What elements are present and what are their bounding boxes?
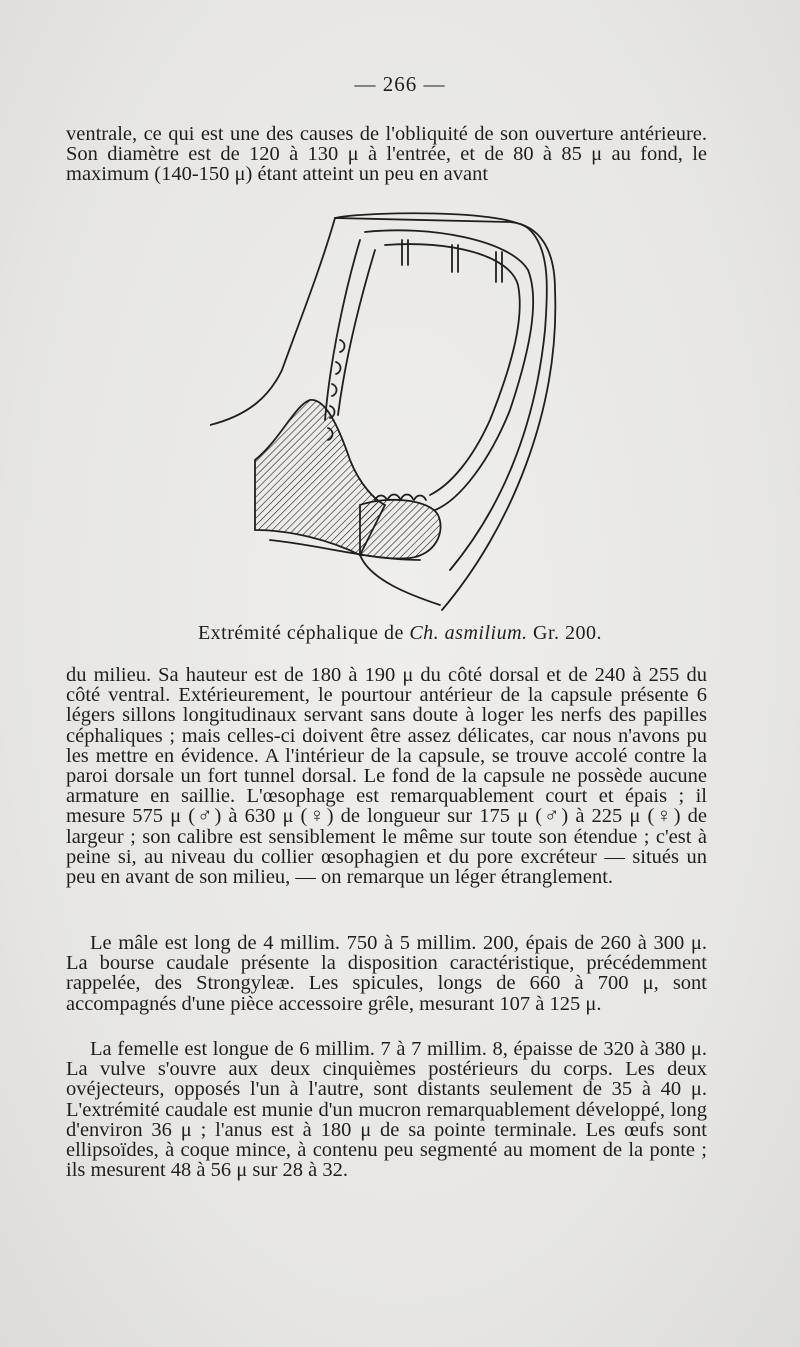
figure-caption	[0, 622, 800, 645]
caption-suffix: Gr. 200.	[533, 622, 603, 644]
nodule-3	[332, 384, 337, 396]
paragraph-top: ventrale, ce qui est une des causes de l'obliquité de son ouverture antérieure. Son diamètre est de 120 à 130 μ à l'entrée, et de 80 à 85 μ au fond, le maximum (140-150 μ) étant atteint un peu en avant	[66, 123, 707, 186]
paragraph-male: Le mâle est long de 4 millim. 750 à 5 millim. 200, épais de 260 à 300 μ. La bourse caudale présente la disposition caractéristique, précédemment rappelée, des Strongyleæ. Les spicules, longs de 660 à 700 μ, sont accompagnés d'une pièce accessoire grêle, mesurant 107 à 125 μ.	[66, 932, 707, 1015]
capsule-dorsal-wall-line	[325, 240, 360, 420]
bead-3	[401, 495, 413, 500]
caption-prefix: Extrémité céphalique de	[197, 622, 404, 644]
bead-4	[414, 496, 426, 501]
caption-species: Ch. asmilium.	[409, 622, 528, 644]
paragraph-body: du milieu. Sa hauteur est de 180 à 190 μ du côté dorsal et de 240 à 255 du côté ventral. Extérieurement, le pourtour antérieur de la capsule présente 6 légers sillons longitudinaux servant sans doute à loger les nerfs des papilles céphaliques ; mais celles-ci doivent être assez délicates, car nous n'avons pu les mettre en évidence. A l'intérieur de la capsule, se trouve accolé contre la paroi dorsale un fort tunnel dorsal. Le fond de la capsule ne possède aucune armature en saillie. L'œsophage est remarquablement court et épais ; il mesure 575 μ (♂) à 630 μ (♀) de longueur sur 175 μ (♂) à 225 μ (♀) de largeur ; son calibre est sensiblement le même sur toute son étendue ; c'est à peine si, au niveau du collier œsophagien et du pore excréteur — situés un peu en avant de son milieu, — on remarque un léger étranglement.	[66, 664, 707, 889]
lower-line-2	[360, 555, 440, 605]
capsule-ventral-wall-line-2	[385, 244, 520, 495]
capsule-dorsal-wall-line-2	[338, 250, 375, 415]
cephalic-extremity-figure	[210, 210, 570, 622]
page-number: — 266 —	[354, 72, 446, 96]
hatched-ventral-mass	[360, 500, 441, 559]
paragraph-female: La femelle est longue de 6 millim. 7 à 7 millim. 8, épaisse de 320 à 380 μ. La vulve s'ouvre aux deux cinquièmes postérieurs du corps. Les deux ovéjecteurs, opposés l'un à l'autre, sont distants seulement de 35 à 40 μ. L'extrémité caudale est munie d'un mucron remarquablement développé, long d'environ 36 μ ; l'anus est à 180 μ de sa pointe terminale. Les œufs sont ellipsoïdes, à coque mince, à contenu peu segmenté au moment de la ponte ; ils mesurent 48 à 56 μ sur 28 à 32.	[66, 1038, 707, 1182]
nodule-2	[336, 362, 341, 374]
bead-2	[388, 495, 400, 500]
nodule-1	[340, 340, 345, 352]
